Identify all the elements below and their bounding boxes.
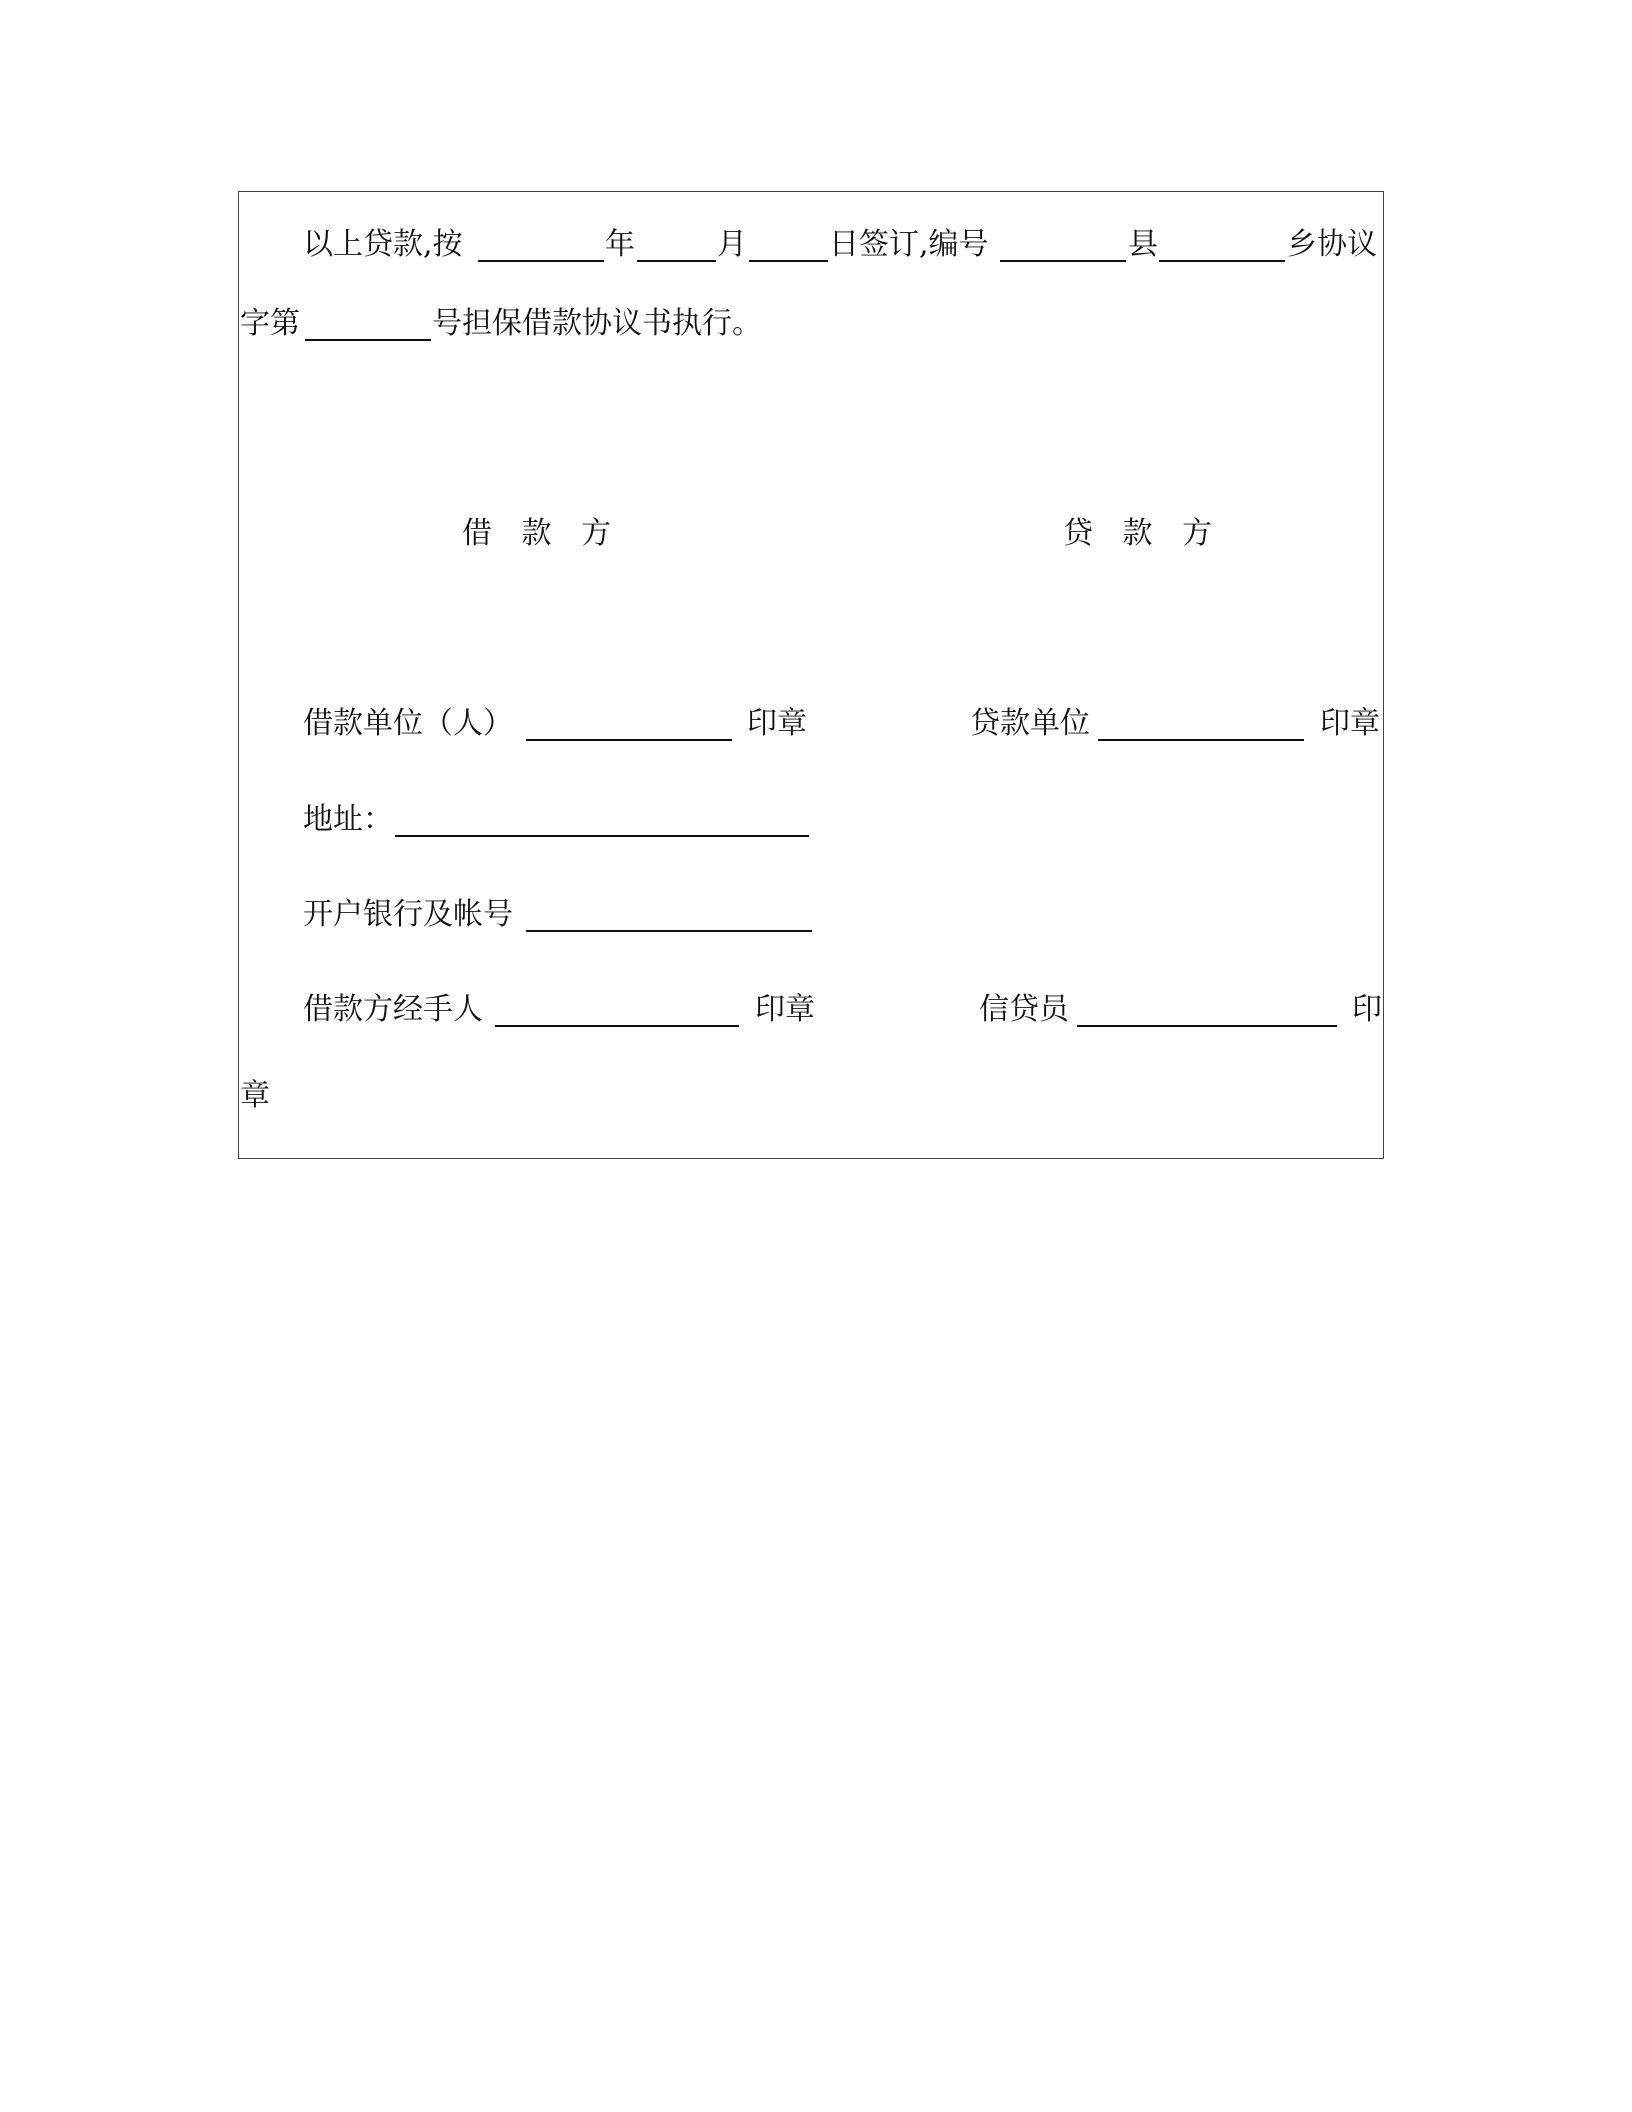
county-blank[interactable] (1159, 260, 1285, 262)
address-label: 地址： (303, 802, 393, 837)
address-blank[interactable] (395, 835, 809, 837)
borrower-heading: 借 款 方 (462, 516, 612, 551)
borrower-seal-label: 印章 (747, 706, 807, 741)
county-label: 县 (1128, 227, 1158, 262)
bank-account-label: 开户银行及帐号 (303, 897, 513, 932)
para-line2-suffix: 号担保借款协议书执行。 (432, 306, 762, 341)
lender-unit-blank[interactable] (1098, 739, 1304, 741)
month-label: 月 (717, 227, 747, 262)
borrower-unit-label: 借款单位（人） (303, 706, 513, 741)
borrower-unit-blank[interactable] (526, 739, 732, 741)
loan-officer-label: 信贷员 (979, 992, 1069, 1027)
township-agreement-label: 乡协议 (1287, 227, 1377, 262)
borrower-agent-label: 借款方经手人 (303, 992, 483, 1027)
officer-seal-label-part2: 章 (240, 1078, 270, 1113)
number-blank[interactable] (1000, 260, 1126, 262)
month-blank[interactable] (637, 260, 716, 262)
year-label: 年 (605, 227, 635, 262)
lender-unit-label: 贷款单位 (970, 706, 1090, 741)
lender-seal-label: 印章 (1320, 706, 1380, 741)
lender-heading: 贷 款 方 (1063, 516, 1213, 551)
day-blank[interactable] (749, 260, 828, 262)
para-line1-start: 以上贷款,按 (303, 227, 463, 262)
bank-account-blank[interactable] (526, 930, 812, 932)
officer-seal-label-part1: 印 (1352, 992, 1382, 1027)
para-line2-prefix: 字第 (240, 306, 300, 341)
loan-officer-blank[interactable] (1077, 1025, 1337, 1027)
doc-number-blank[interactable] (305, 339, 431, 341)
day-signed-label: 日签订,编号 (829, 227, 989, 262)
borrower-agent-blank[interactable] (495, 1025, 739, 1027)
year-blank[interactable] (478, 260, 604, 262)
agent-seal-label: 印章 (755, 992, 815, 1027)
